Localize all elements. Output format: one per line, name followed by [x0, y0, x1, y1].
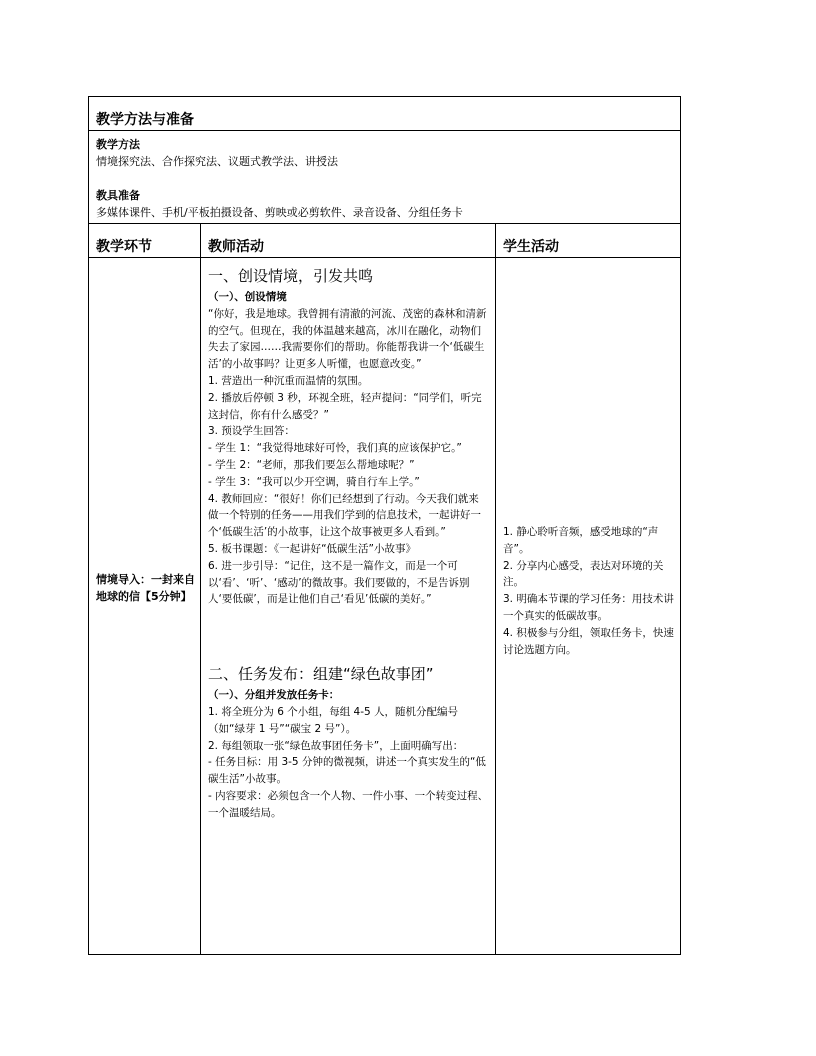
methods-heading: 教学方法: [96, 138, 140, 151]
teacher-line: - 学生 1：“我觉得地球好可怜，我们真的应该保护它。”: [208, 442, 462, 455]
stage-label: 情境导入：一封来自地球的信【5分钟】: [96, 573, 195, 603]
teacher-line: - 任务目标：用 3-5 分钟的微视频，讲述一个真实发生的“低碳生活”小故事。: [208, 756, 486, 786]
teacher-line: - 学生 3：“我可以少开空调，骑自行车上学。”: [208, 475, 420, 488]
teacher-line: “你好，我是地球。我曾拥有清澈的河流、茂密的森林和清新的空气。但现在，我的体温越来越高，冰川在融化，动物们失去了家园……我需要你们的帮助。你能帮我讲一个‘低碳生活’的小故事吗？让更多人听懂，也愿意改变。”: [208, 307, 487, 371]
teacher-line: 1. 将全班分为 6 个小组，每组 4-5 人，随机分配编号（如“绿芽 1 号”“碳宝 2 号”）。: [208, 705, 459, 735]
teacher-line: - 学生 2：“老师，那我们要怎么帮地球呢？”: [208, 458, 415, 471]
teacher-section-2-title: 二、任务发布：组建“绿色故事团”: [208, 665, 434, 684]
tools-heading: 教具准备: [96, 189, 140, 202]
student-line: 4. 积极参与分组，领取任务卡，快速讨论选题方向。: [503, 626, 674, 656]
teacher-section-1-subtitle: （一）、创设情境: [208, 291, 287, 303]
column-header-teacher: 教师活动: [201, 224, 496, 258]
student-line: 2. 分享内心感受，表达对环境的关注。: [503, 559, 664, 589]
lesson-plan-document: [88, 96, 680, 955]
teacher-section-2-subtitle: （一）、分组并发放任务卡：: [208, 689, 340, 702]
methods-text: 情境探究法、合作探究法、议题式教学法、讲授法: [96, 155, 338, 168]
teacher-line: 5. 板书课题：《一起讲好“低碳生活”小故事》: [208, 542, 416, 555]
teacher-line: 1. 营造出一种沉重而温情的氛围。: [208, 374, 369, 387]
teacher-activity-cell: [201, 258, 496, 955]
stage-cell: [89, 258, 201, 955]
prep-cell: [89, 131, 681, 224]
student-activity-list: [503, 524, 675, 658]
student-line: 3. 明确本节课的学习任务：用技术讲一个真实的低碳故事。: [503, 593, 674, 622]
teacher-line: - 内容要求：必须包含一个人物、一件小事、一个转变过程、一个温暖结局。: [208, 789, 489, 819]
teacher-line: 3. 预设学生回答：: [208, 425, 295, 438]
teacher-line: 4. 教师回应：“很好！你们已经想到了行动。今天我们就来做一个特别的任务——用我们学到的信息技术，一起讲好一个‘低碳生活’的小故事，让这个故事被更多人看到。”: [208, 492, 481, 539]
lesson-plan-table: [88, 96, 681, 955]
column-header-student: 学生活动: [496, 224, 681, 258]
teacher-line: 6. 进一步引导：“记住，这不是一篇作文，而是一个可以‘看’、‘听’、‘感动’的微故事。我们要做的，不是告诉别人‘要低碳’，而是让他们自己‘看见’低碳的美好。”: [208, 559, 470, 606]
column-header-stage: 教学环节: [89, 224, 201, 258]
teacher-line: 2. 每组领取一张“绿色故事团任务卡”，上面明确写出：: [208, 739, 464, 752]
teacher-section-1-title: 一、创设情境，引发共鸣: [208, 267, 374, 285]
student-activity-cell: [496, 258, 681, 955]
student-line: 1. 静心聆听音频，感受地球的“声音”。: [503, 526, 659, 555]
section-title: 教学方法与准备: [89, 97, 681, 131]
teacher-line: 2. 播放后停顿 3 秒，环视全班，轻声提问：“同学们，听完这封信，你有什么感受？”: [208, 391, 482, 421]
tools-text: 多媒体课件、手机/平板拍摄设备、剪映或必剪软件、录音设备、分组任务卡: [96, 206, 463, 219]
